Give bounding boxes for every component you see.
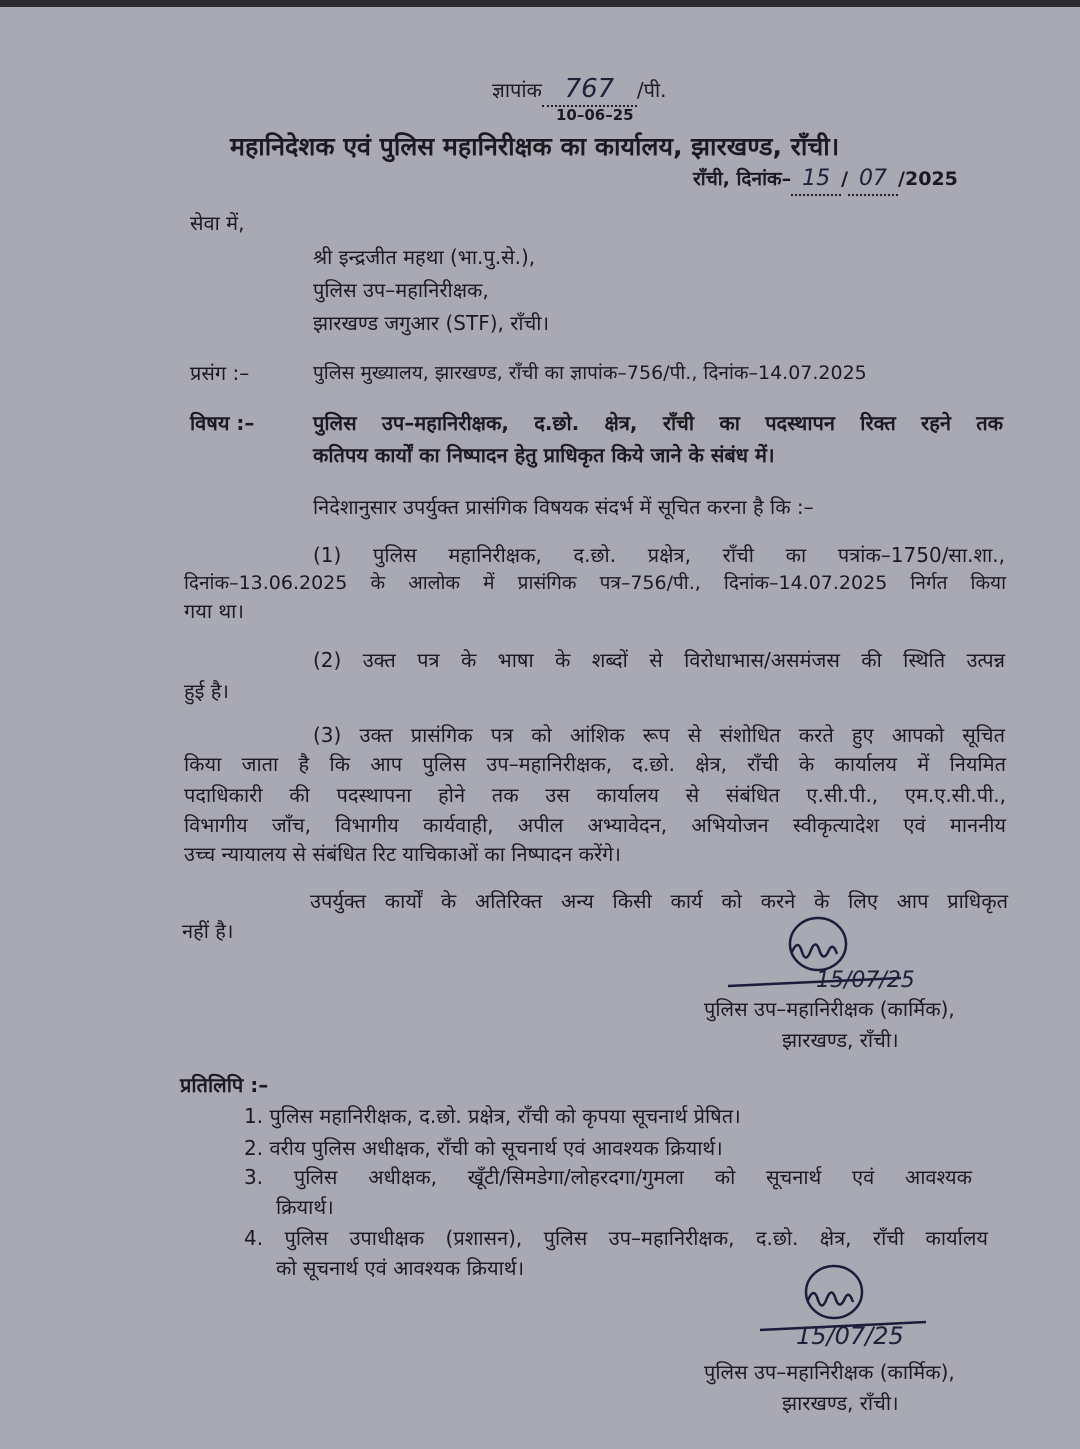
subject-label: विषय :– — [190, 411, 255, 435]
signature-2-place: झारखण्ड, राँची। — [782, 1391, 899, 1415]
signature-2-date: 15/07/25 — [796, 1322, 904, 1350]
addressee-unit: झारखण्ड जगुआर (STF), राँची। — [313, 311, 550, 335]
copy-item-2: 2. वरीय पुलिस अधीक्षक, राँची को सूचनार्थ एवं आवश्यक क्रियार्थ। — [244, 1136, 723, 1160]
subject-line-1: पुलिस उप–महानिरीक्षक, द.छो. क्षेत्र, राँची का पदस्थापन रिक्त रहने तक — [313, 411, 1003, 435]
para-4-line-2: नहीं है। — [182, 919, 234, 943]
copy-item-3: 3. पुलिस अधीक्षक, खूँटी/सिमडेगा/लोहरदगा/गुमला को सूचनार्थ एवं आवश्यक — [244, 1165, 972, 1189]
copy-label: प्रतिलिपि :– — [180, 1073, 269, 1097]
dateline-prefix: राँची, दिनांक– — [693, 168, 792, 190]
para-3-line-5: उच्च न्यायालय से संबंधित रिट याचिकाओं का निष्पादन करेंगे। — [184, 842, 621, 866]
memo-number: 767 — [564, 74, 615, 104]
signature-1-designation: पुलिस उप–महानिरीक्षक (कार्मिक), — [704, 997, 955, 1021]
dateline-day: 15 — [802, 166, 831, 191]
body-intro: निदेशानुसार उपर्युक्त प्रासंगिक विषयक संदर्भ में सूचित करना है कि :– — [313, 495, 814, 519]
para-1-line-2: दिनांक–13.06.2025 के आलोक में प्रासंगिक पत्र–756/पी., दिनांक–14.07.2025 निर्गत किया — [184, 572, 1006, 594]
copy-item-1: 1. पुलिस महानिरीक्षक, द.छो. प्रक्षेत्र, राँची को कृपया सूचनार्थ प्रेषित। — [244, 1104, 741, 1128]
copy-item-3-cont: क्रियार्थ। — [276, 1195, 334, 1219]
signature-1-date: 15/07/25 — [816, 968, 915, 993]
para-4-line-1: उपर्युक्त कार्यों के अतिरिक्त अन्य किसी कार्य को करने के लिए आप प्राधिकृत — [310, 889, 1008, 913]
top-edge — [0, 0, 1080, 7]
copy-item-4-cont: को सूचनार्थ एवं आवश्यक क्रियार्थ। — [276, 1256, 525, 1280]
para-3-line-3: पदाधिकारी की पदस्थापना होने तक उस कार्यालय से संबंधित ए.सी.पी., एम.ए.सी.पी., — [184, 783, 1006, 807]
reference-text: पुलिस मुख्यालय, झारखण्ड, राँची का ज्ञापांक–756/पी., दिनांक–14.07.2025 — [313, 362, 867, 384]
office-title: महानिदेशक एवं पुलिस महानिरीक्षक का कार्यालय, झारखण्ड, राँची। — [230, 132, 840, 161]
addressee-designation: पुलिस उप–महानिरीक्षक, — [313, 278, 489, 302]
memo-stamp-date: 10–06–25 — [556, 106, 634, 124]
addressee-name: श्री इन्द्रजीत महथा (भा.पु.से.), — [313, 245, 536, 269]
para-3-line-4: विभागीय जाँच, विभागीय कार्यवाही, अपील अभ्यावेदन, अभियोजन स्वीकृत्यादेश एवं माननीय — [184, 813, 1006, 837]
para-3-line-1: (3) उक्त प्रासंगिक पत्र को आंशिक रूप से संशोधित करते हुए आपको सूचित — [313, 723, 1005, 747]
memo-label: ज्ञापांक — [492, 78, 542, 102]
para-1-line-1: (1) पुलिस महानिरीक्षक, द.छो. प्रक्षेत्र, राँची का पत्रांक–1750/सा.शा., — [313, 543, 1005, 567]
signature-1-place: झारखण्ड, राँची। — [782, 1028, 899, 1052]
dateline-month: 07 — [859, 166, 888, 191]
signature-2-designation: पुलिस उप–महानिरीक्षक (कार्मिक), — [704, 1360, 955, 1384]
para-3-line-2: किया जाता है कि आप पुलिस उप–महानिरीक्षक, द.छो. क्षेत्र, राँची के कार्यालय में नियमित — [184, 752, 1006, 776]
copy-item-4: 4. पुलिस उपाधीक्षक (प्रशासन), पुलिस उप–महानिरीक्षक, द.छो. क्षेत्र, राँची कार्यालय — [244, 1226, 988, 1250]
salutation: सेवा में, — [190, 211, 245, 235]
para-2-line-2: हुई है। — [184, 679, 229, 703]
memo-suffix: /पी. — [636, 78, 667, 102]
dateline: राँची, दिनांक– 15 / 07 /2025 — [693, 164, 958, 196]
memo-number-line — [492, 74, 667, 107]
para-2-line-1: (2) उक्त पत्र के भाषा के शब्दों से विरोधाभास/असमंजस की स्थिति उत्पन्न — [313, 648, 1005, 672]
reference-label: प्रसंग :– — [190, 361, 250, 385]
para-1-line-3: गया था। — [184, 599, 244, 623]
dateline-year: 2025 — [905, 168, 958, 190]
subject-line-2: कतिपय कार्यों का निष्पादन हेतु प्राधिकृत किये जाने के संबंध में। — [313, 443, 775, 467]
